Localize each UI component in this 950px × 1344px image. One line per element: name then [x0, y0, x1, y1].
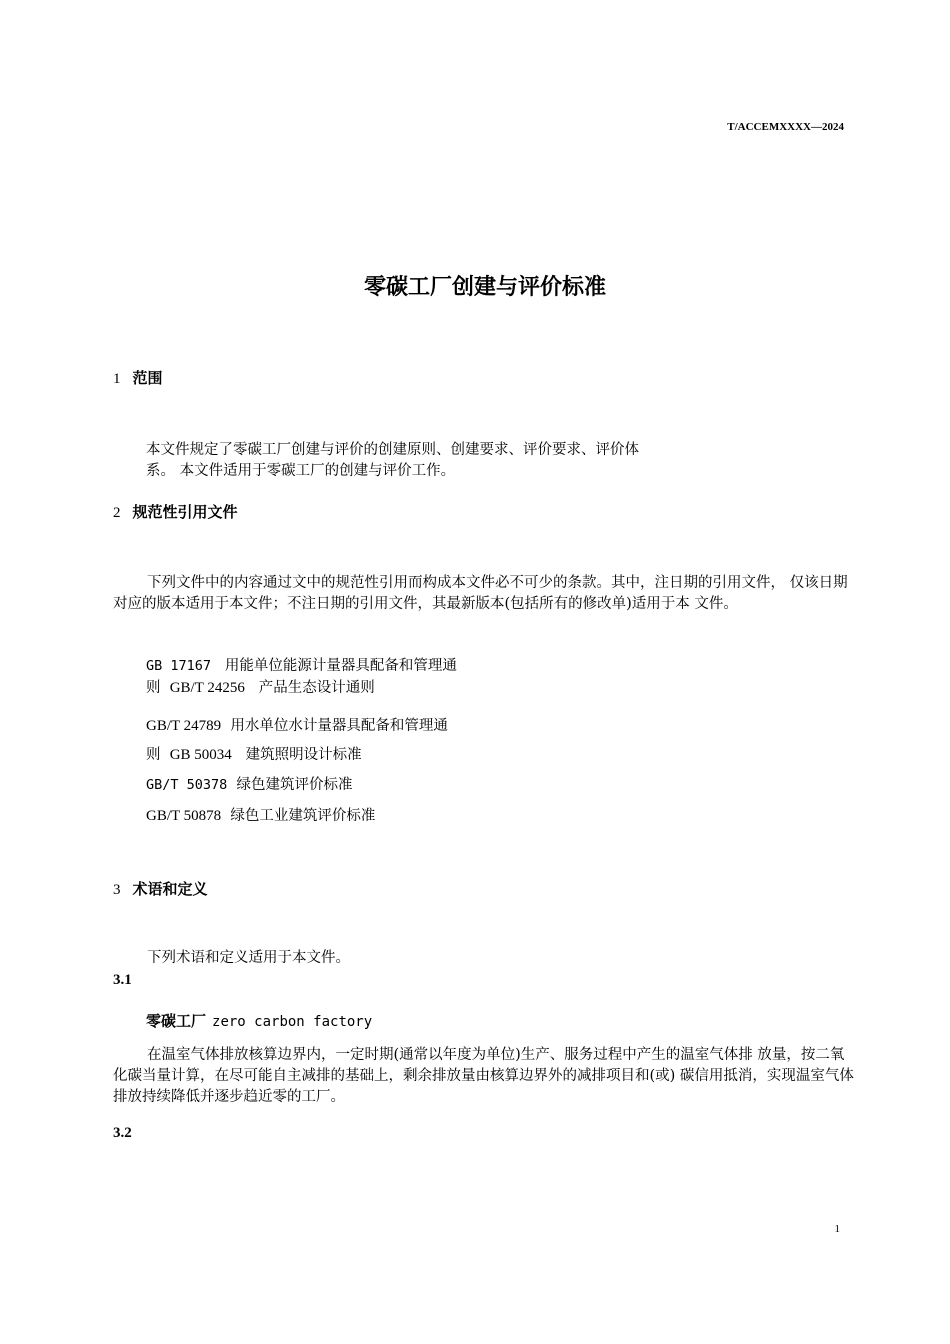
reference-code: GB/T 24789	[146, 718, 222, 734]
section-number: 2	[113, 505, 121, 521]
clause-number-3-2: 3.2	[113, 1125, 132, 1141]
clause-number-3-1: 3.1	[113, 972, 132, 988]
section-1-paragraph-line1: 本文件规定了零碳工厂创建与评价的创建原则、创建要求、评价要求、评价体	[146, 442, 639, 458]
reference-item	[146, 716, 448, 737]
section-title: 规范性引用文件	[132, 503, 238, 521]
term-english: zero carbon factory	[212, 1014, 373, 1030]
section-2-paragraph: 下列文件中的内容通过文中的规范性引用而构成本文件必不可少的条款。其中，注日期的引用文件， 仅该日期对应的版本适用于本文件；不注日期的引用文件，其最新版本(包括所有的修改单)适用于本 文件。	[113, 575, 848, 612]
reference-title: 建筑照明设计标准	[245, 747, 362, 763]
reference-code: GB/T 50878	[146, 808, 222, 824]
section-title: 术语和定义	[132, 880, 208, 898]
reference-title: 用水单位水计量器具配备和管理通	[230, 718, 448, 734]
section-number: 1	[113, 371, 121, 387]
term-chinese: 零碳工厂	[146, 1012, 207, 1030]
section-3-paragraph: 下列术语和定义适用于本文件。	[147, 950, 350, 966]
section-3-heading	[113, 878, 208, 899]
reference-item	[146, 806, 375, 827]
reference-item	[146, 745, 362, 766]
reference-code: GB/T 50378	[146, 777, 228, 793]
reference-continuation: 则	[146, 747, 161, 763]
reference-title: 绿色工业建筑评价标准	[230, 808, 376, 824]
term-definition: 在温室气体排放核算边界内，一定时期(通常以年度为单位)生产、服务过程中产生的温室气体排 放量，按二氧化碳当量计算，在尽可能自主减排的基础上，剩余排放量由核算边界外的减排项目和(或) 碳信用抵消，实现温室气体排放持续降低并逐步趋近零的工厂。	[113, 1047, 854, 1105]
reference-code: GB 50034	[169, 747, 232, 763]
reference-code: GB/T 24256	[169, 680, 245, 696]
page-number: 1	[834, 1223, 840, 1235]
reference-title: 绿色建筑评价标准	[236, 777, 353, 793]
section-1-heading	[113, 367, 163, 388]
document-code: T/ACCEMXXXX—2024	[727, 121, 844, 133]
section-1-paragraph-line2: 系。 本文件适用于零碳工厂的创建与评价工作。	[146, 463, 456, 479]
reference-item	[146, 678, 375, 699]
reference-code: GB 17167	[146, 658, 212, 674]
reference-item	[146, 775, 353, 796]
reference-title: 产品生态设计通则	[258, 680, 375, 696]
term-entry	[146, 1010, 372, 1031]
section-title: 范围	[132, 369, 163, 387]
reference-item	[146, 656, 457, 677]
section-number: 3	[113, 882, 121, 898]
reference-title: 用能单位能源计量器具配备和管理通	[224, 658, 457, 674]
page-title: 零碳工厂创建与评价标准	[363, 275, 606, 300]
reference-continuation: 则	[146, 680, 161, 696]
section-2-heading	[113, 501, 238, 522]
